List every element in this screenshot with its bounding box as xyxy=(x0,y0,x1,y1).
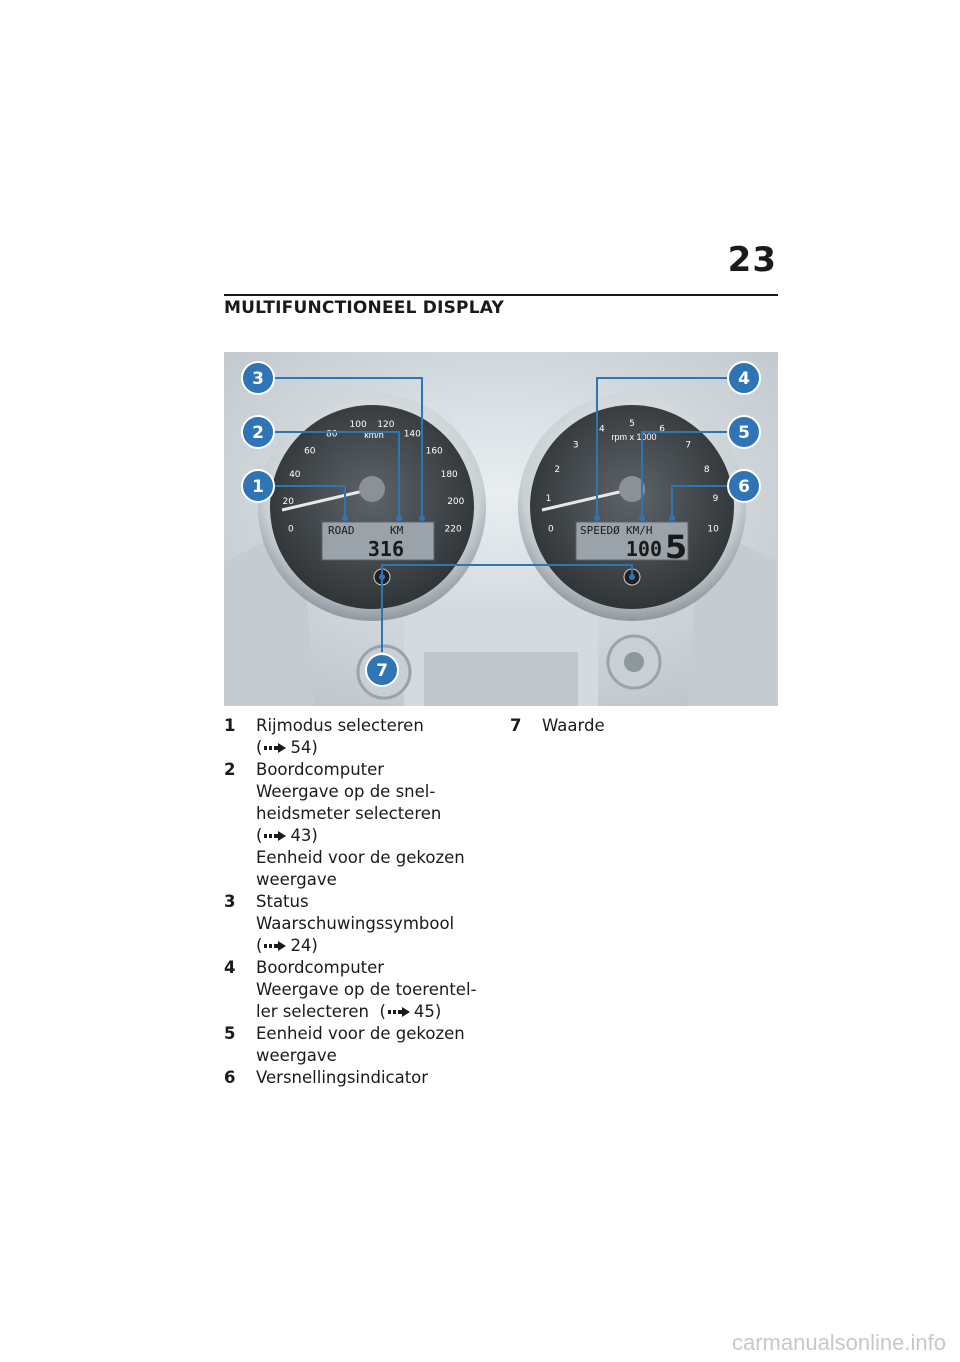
rpm-tick-8: 8 xyxy=(703,464,710,475)
section-title: MULTIFUNCTIONEEL DISPLAY xyxy=(224,298,504,318)
rpm-tick-3: 3 xyxy=(572,440,579,451)
callout-7 xyxy=(366,654,398,686)
lcd-value-left: 316 xyxy=(367,537,404,561)
speed-tick-140: 140 xyxy=(403,429,421,440)
svg-text:1: 1 xyxy=(252,477,264,497)
callout-2 xyxy=(242,416,274,448)
callout-6 xyxy=(728,470,760,502)
header-rule xyxy=(224,294,778,296)
callout-1 xyxy=(242,470,274,502)
legend-item-7: 7 Waarde xyxy=(510,716,605,735)
lcd-mode-left: ROAD xyxy=(328,524,355,537)
speed-tick-220: 220 xyxy=(444,524,462,535)
svg-text:2: 2 xyxy=(252,423,264,443)
speed-tick-60: 60 xyxy=(304,446,316,457)
callout-5 xyxy=(728,416,760,448)
speed-tick-40: 40 xyxy=(289,469,301,480)
watermark: carmanualsonline.info xyxy=(731,1330,946,1355)
rpm-unit-label: rpm x 1000 xyxy=(611,432,657,442)
speed-tick-200: 200 xyxy=(447,497,465,507)
svg-text:6: 6 xyxy=(738,477,750,497)
speed-tick-180: 180 xyxy=(440,469,458,480)
rpm-tick-5: 5 xyxy=(629,419,635,429)
lcd-mode-right: SPEEDØ xyxy=(580,524,620,537)
rpm-tick-7: 7 xyxy=(685,440,692,451)
speed-tick-120: 120 xyxy=(377,420,395,431)
legend-right xyxy=(510,715,770,737)
rpm-tick-1: 1 xyxy=(545,494,552,505)
legend-item-5: 5 Eenheid voor de gekozen weergave xyxy=(224,1024,465,1065)
svg-text:3: 3 xyxy=(252,369,264,389)
page-ref-arrow-icon xyxy=(264,941,286,951)
lcd-unit-left: KM xyxy=(390,524,404,537)
speed-tick-20: 20 xyxy=(282,497,294,507)
speed-tick-0: 0 xyxy=(288,524,294,535)
speed-tick-160: 160 xyxy=(425,446,443,457)
page-ref-arrow-icon xyxy=(264,743,286,753)
speed-tick-100: 100 xyxy=(349,420,367,431)
rpm-tick-9: 9 xyxy=(712,494,719,505)
rpm-tick-6: 6 xyxy=(659,424,665,435)
page-number: 23 xyxy=(727,240,777,280)
gear-indicator: 5 xyxy=(664,528,688,566)
legend-item-1: 1 Rijmodus selecteren ( 54) xyxy=(224,716,424,757)
lcd-value-right: 100 xyxy=(625,537,662,561)
legend-item-4: 4 Boordcomputer Weergave op de toerentel- ler selecteren ( 45) xyxy=(224,958,477,1021)
svg-text:5: 5 xyxy=(738,423,750,443)
legend-item-6: 6 Versnellingsindicator xyxy=(224,1068,429,1087)
rpm-tick-10: 10 xyxy=(707,524,719,535)
legend-left xyxy=(224,715,494,1089)
instrument-cluster-figure xyxy=(224,352,778,706)
speed-tick-80: 80 xyxy=(325,429,338,440)
rpm-tick-4: 4 xyxy=(599,424,605,435)
svg-text:7: 7 xyxy=(376,661,388,681)
rpm-tick-2: 2 xyxy=(554,464,561,475)
speedometer xyxy=(258,393,486,621)
speed-unit-label: km/h xyxy=(364,430,384,440)
svg-text:4: 4 xyxy=(738,369,750,389)
legend-item-2: 2 Boordcomputer Weergave op de snel- heidsmeter selecteren ( 43) Eenheid voor de gekozen weergave xyxy=(224,760,465,889)
legend-item-3: 3 Status Waarschuwingssymbool ( 24) xyxy=(224,892,455,955)
lcd-unit-right: KM/H xyxy=(626,524,653,537)
tachometer xyxy=(518,393,746,621)
page-ref-arrow-icon xyxy=(264,831,286,841)
page-ref-arrow-icon xyxy=(388,1007,410,1017)
callout-3 xyxy=(242,362,274,394)
callout-4 xyxy=(728,362,760,394)
rpm-tick-0: 0 xyxy=(548,524,554,535)
